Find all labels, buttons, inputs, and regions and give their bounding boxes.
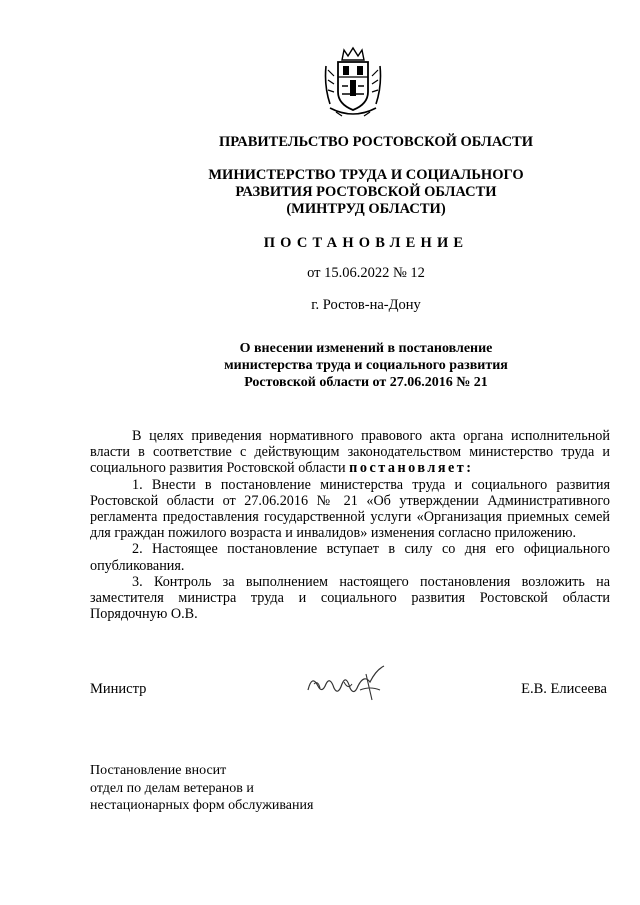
prepared-by-note (90, 762, 313, 815)
government-heading: ПРАВИТЕЛЬСТВО РОСТОВСКОЙ ОБЛАСТИ (218, 134, 533, 150)
document-date: от 15.06.2022 № 12 (307, 265, 425, 281)
ministry-line: РАЗВИТИЯ РОСТОВСКОЙ ОБЛАСТИ (235, 184, 497, 200)
ministry-line: (МИНТРУД ОБЛАСТИ) (286, 201, 446, 217)
coat-of-arms-icon (322, 46, 384, 122)
ministry-line: МИНИСТЕРСТВО ТРУДА И СОЦИАЛЬНОГО (208, 167, 524, 183)
intro-text: В целях приведения нормативного правового акта органа исполнительной власти в соответствие с действующим законодательством министерство труда и социального развития Ростовской области (90, 428, 610, 477)
subject-line: Ростовской области от 27.06.2016 № 21 (244, 375, 488, 390)
signer-name: Е.В. Елисеева (521, 681, 607, 697)
footer-line: отдел по делам ветеранов и (90, 780, 254, 796)
item-2-paragraph: 2. Настоящее постановление вступает в силу со дня его официального опубликования. (90, 541, 610, 574)
footer-line: нестационарных форм обслуживания (90, 798, 314, 813)
subject-line: министерства труда и социального развития (224, 358, 508, 373)
document-title: ПОСТАНОВЛЕНИЕ (263, 235, 469, 251)
document-city: г. Ростов-на-Дону (311, 297, 421, 313)
document-body (90, 428, 610, 622)
footer-line: Постановление вносит (90, 763, 227, 778)
ministry-heading (46, 167, 640, 218)
intro-paragraph (90, 428, 610, 477)
item-3-paragraph: 3. Контроль за выполнением настоящего постановления возложить на заместителя министра труда и социального развития Ростовской области Порядочную О.В. (90, 573, 610, 623)
document-subject (46, 340, 640, 391)
item-1-paragraph: 1. Внести в постановление министерства труда и социального развития Ростовской области от 27.06.2016 № 21 «Об утверждении Административного регламента предоставления государственной услуги «Организация приемных семей для граждан пожилого возраста и инвалидов» изменения согласно приложению. (90, 476, 610, 542)
subject-line: О внесении изменений в постановление (239, 341, 493, 356)
decree-keyword: постановляет: (349, 460, 474, 477)
handwritten-signature (300, 660, 390, 705)
signer-position: Министр (90, 681, 147, 697)
